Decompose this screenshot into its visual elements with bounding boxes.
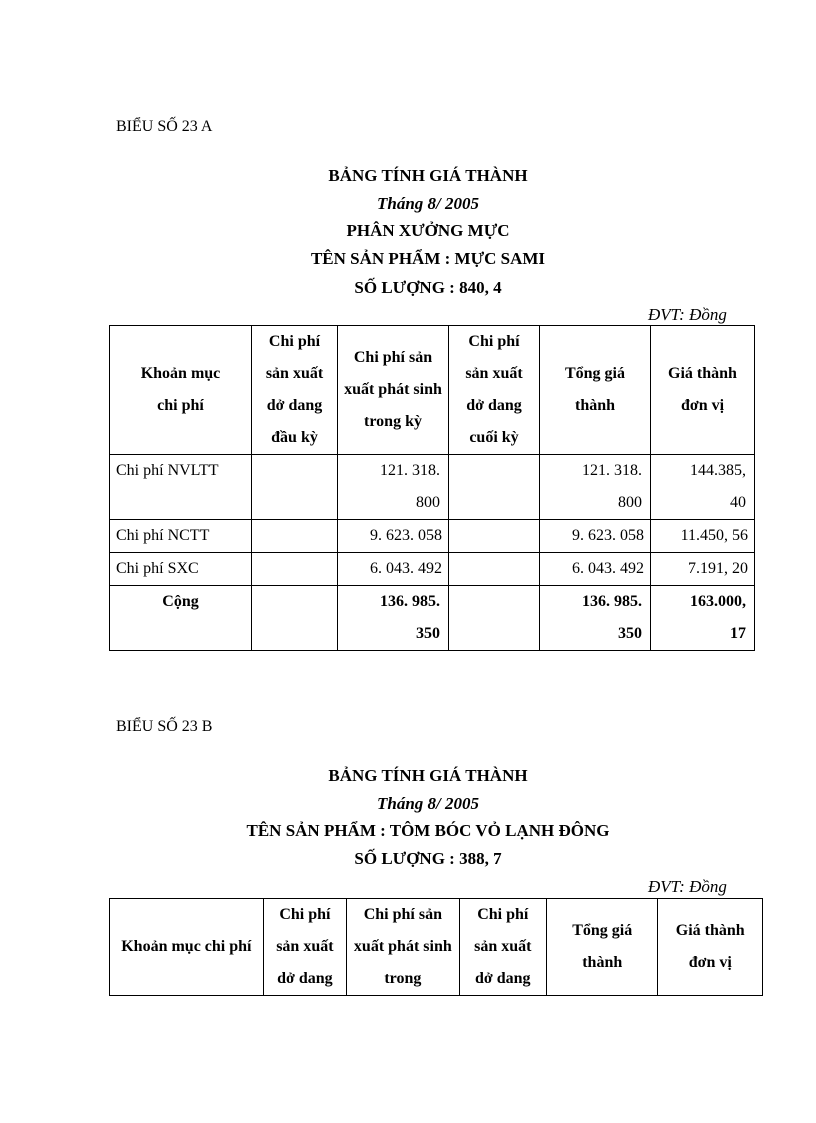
table-b-header-total-cost: Tổng giá thành bbox=[546, 899, 658, 996]
table-b-header-unit-cost: Giá thành đơn vị bbox=[658, 899, 763, 996]
table-b-header-item: Khoản mục chi phí bbox=[110, 899, 264, 996]
table-a-header-incurred: Chi phí sản xuất phát sinh trong kỳ bbox=[338, 326, 449, 455]
cell-unit-cost: 144.385, 40 bbox=[651, 455, 755, 520]
cell-total-cost: 136. 985. 350 bbox=[540, 586, 651, 651]
cell-incurred: 6. 043. 492 bbox=[338, 553, 449, 586]
cell-opening-wip bbox=[252, 553, 338, 586]
section-a-quantity: SỐ LƯỢNG : 840, 4 bbox=[354, 278, 502, 297]
table-b-header-opening-wip: Chi phí sản xuất dở dang bbox=[263, 899, 346, 996]
cost-table-b bbox=[109, 898, 763, 996]
section-b-unit: ĐVT: Đồng bbox=[648, 877, 727, 896]
row-label: Chi phí SXC bbox=[110, 553, 252, 586]
section-a-product: TÊN SẢN PHẨM : MỰC SAMI bbox=[310, 249, 546, 268]
table-a-header-opening-wip: Chi phí sản xuất dở dang đầu kỳ bbox=[252, 326, 338, 455]
row-label-total: Cộng bbox=[110, 586, 252, 651]
section-b-title: BẢNG TÍNH GIÁ THÀNH bbox=[328, 766, 528, 785]
cost-table-a bbox=[109, 325, 755, 651]
table-a-header-total-cost: Tổng giá thành bbox=[540, 326, 651, 455]
cell-closing-wip bbox=[449, 520, 540, 553]
section-b-product: TÊN SẢN PHẨM : TÔM BÓC VỎ LẠNH ĐÔNG bbox=[246, 821, 610, 840]
section-b-month: Tháng 8/ 2005 bbox=[376, 794, 480, 813]
cell-closing-wip bbox=[449, 553, 540, 586]
table-b-header-row bbox=[110, 899, 763, 996]
table-b-header-incurred: Chi phí sản xuất phát sinh trong bbox=[347, 899, 460, 996]
section-a-label: BIỂU SỐ 23 A bbox=[116, 118, 213, 135]
cell-opening-wip bbox=[252, 586, 338, 651]
table-a-header-row bbox=[110, 326, 755, 455]
table-row bbox=[110, 553, 755, 586]
cell-opening-wip bbox=[252, 455, 338, 520]
row-label: Chi phí NCTT bbox=[110, 520, 252, 553]
cell-total-cost: 6. 043. 492 bbox=[540, 553, 651, 586]
cell-total-cost: 121. 318. 800 bbox=[540, 455, 651, 520]
table-a-header-closing-wip: Chi phí sản xuất dở dang cuối kỳ bbox=[449, 326, 540, 455]
table-a-header-unit-cost: Giá thành đơn vị bbox=[651, 326, 755, 455]
section-a-title: BẢNG TÍNH GIÁ THÀNH bbox=[328, 166, 528, 185]
row-label: Chi phí NVLTT bbox=[110, 455, 252, 520]
cell-total-cost: 9. 623. 058 bbox=[540, 520, 651, 553]
cell-unit-cost: 163.000, 17 bbox=[651, 586, 755, 651]
cell-incurred: 136. 985. 350 bbox=[338, 586, 449, 651]
section-b-quantity: SỐ LƯỢNG : 388, 7 bbox=[354, 849, 502, 868]
table-row bbox=[110, 455, 755, 520]
table-a-header-item: Khoản mục chi phí bbox=[110, 326, 252, 455]
table-b-header-closing-wip: Chi phí sản xuất dở dang bbox=[459, 899, 546, 996]
section-a-workshop: PHÂN XƯỞNG MỰC bbox=[346, 221, 510, 240]
cell-incurred: 9. 623. 058 bbox=[338, 520, 449, 553]
cell-closing-wip bbox=[449, 455, 540, 520]
section-b-label: BIỂU SỐ 23 B bbox=[116, 718, 213, 735]
cell-opening-wip bbox=[252, 520, 338, 553]
table-row bbox=[110, 520, 755, 553]
cell-incurred: 121. 318. 800 bbox=[338, 455, 449, 520]
table-row-total bbox=[110, 586, 755, 651]
cell-unit-cost: 7.191, 20 bbox=[651, 553, 755, 586]
section-a-unit: ĐVT: Đồng bbox=[648, 305, 727, 324]
section-a-month: Tháng 8/ 2005 bbox=[376, 194, 480, 213]
cell-unit-cost: 11.450, 56 bbox=[651, 520, 755, 553]
cell-closing-wip bbox=[449, 586, 540, 651]
